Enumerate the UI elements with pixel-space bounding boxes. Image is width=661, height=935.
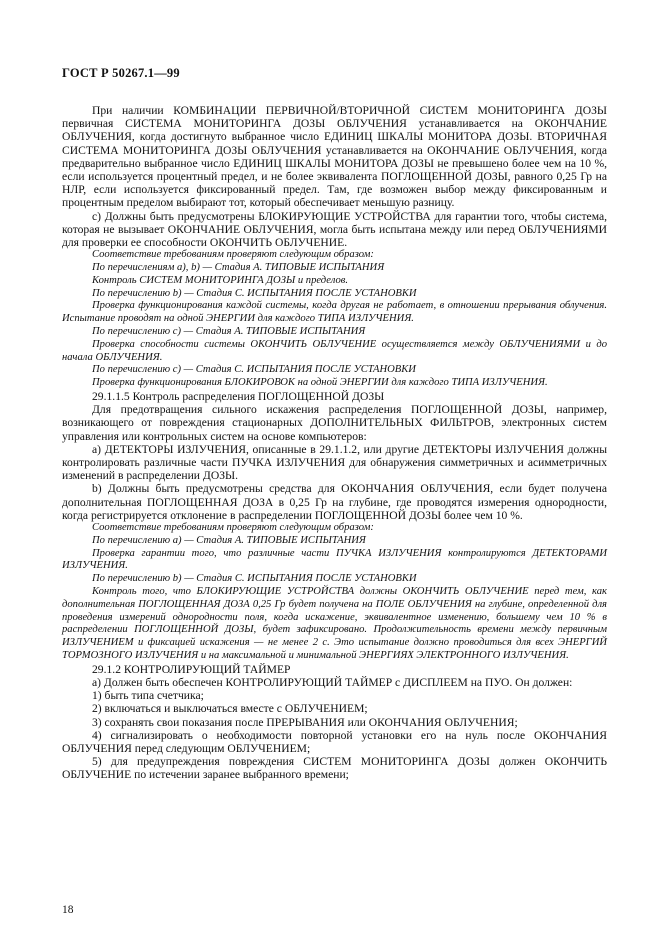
document-header: ГОСТ Р 50267.1—99 xyxy=(62,66,180,80)
paragraph: 4) сигнализировать о необходимости повторной установки его на нуль после ОКОНЧАНИЯ ОБЛУЧЕНИЯ перед следующим ОБЛУЧЕНИЕМ; xyxy=(62,728,607,756)
italic-paragraph: Проверка функционирования БЛОКИРОВОК на одной ЭНЕРГИИ для каждого ТИПА ИЗЛУЧЕНИЯ. xyxy=(92,377,548,389)
italic-paragraph: По перечислению с) — Стадия С. ИСПЫТАНИЯ ПОСЛЕ УСТАНОВКИ xyxy=(92,364,416,376)
paragraph: При наличии КОМБИНАЦИИ ПЕРВИЧНОЙ/ВТОРИЧНОЙ СИСТЕМ МОНИТОРИНГА ДОЗЫ первичная СИСТЕМА МОНИТОРИНГА ДОЗЫ ОБЛУЧЕНИЯ устанавливается на ОКОНЧАНИЕ ОБЛУЧЕНИЯ, когда достигнуто выбранное число ЕДИНИЦ ШКАЛЫ МОНИТОРА ДОЗЫ. ВТОРИЧНАЯ СИСТЕМА МОНИТОРИНГА ДОЗЫ ОБЛУЧЕНИЯ устанавливается на ОКОНЧАНИЕ ОБЛУЧЕНИЯ, когда предварительно выбранное число ЕДИНИЦ ШКАЛЫ МОНИТОРА ДОЗЫ не превышено более чем на 10 %, если используется процентный предел, и не более эквивалента ПОГЛОЩЕННОЙ ДОЗЫ, равного 0,25 Гр на НЛР, если используется фиксированный предел. Там, где возможен выбор между фиксированным и процентным пределом выбирают тот, который обеспечивает меньшую разницу. xyxy=(62,104,607,210)
paragraph: 5) для предупреждения повреждения СИСТЕМ МОНИТОРИНГА ДОЗЫ должен ОКОНЧИТЬ ОБЛУЧЕНИЕ по истечении заранее выбранного времени; xyxy=(62,755,607,782)
paragraph: 3) сохранять свои показания после ПРЕРЫВАНИЯ или ОКОНЧАНИЯ ОБЛУЧЕНИЯ; xyxy=(92,715,518,729)
italic-paragraph: По перечислению с) — Стадия А. ТИПОВЫЕ ИСПЫТАНИЯ xyxy=(92,326,366,338)
italic-paragraph: Контроль того, что БЛОКИРУЮЩИЕ УСТРОЙСТВА должны ОКОНЧИТЬ ОБЛУЧЕНИЕ перед тем, как дополнительная ПОГЛОЩЕННАЯ ДОЗА 0,25 Гр будет получена на ПОЛЕ ОБЛУЧЕНИЯ на глубине, определенной для проведения измерений однородности поля, когда искажение, эквивалентное изменению, большему чем 10 % в распределении ПОГЛОЩЕННОЙ ДОЗЫ, будет зафиксировано. Продолжительность времени между первичным ИЗЛУЧЕНИЕМ и фиксацией искажения — не менее 2 с. Это испытание должно проводиться для всех ЭНЕРГИЙ ТОРМОЗНОГО ИЗЛУЧЕНИЯ и на максимальной и минимальной ЭНЕРГИЯХ ЭЛЕКТРОННОГО ИЗЛУЧЕНИЯ. xyxy=(62,586,607,661)
italic-paragraph: Проверка функционирования каждой системы, когда другая не работает, в отношении прерывания облучения. Испытание проводят на одной ЭНЕРГИИ для каждого ТИПА ИЗЛУЧЕНИЯ. xyxy=(62,300,607,325)
paragraph: 29.1.1.5 Контроль распределения ПОГЛОЩЕННОЙ ДОЗЫ xyxy=(92,390,385,403)
paragraph: а) Должен быть обеспечен КОНТРОЛИРУЮЩИЙ ТАЙМЕР с ДИСПЛЕЕМ на ПУО. Он должен: xyxy=(92,676,573,689)
paragraph: 2) включаться и выключаться вместе с ОБЛУЧЕНИЕМ; xyxy=(92,702,368,716)
italic-paragraph: Проверка способности системы ОКОНЧИТЬ ОБЛУЧЕНИЕ осуществляется между ОБЛУЧЕНИЯМИ и до начала ОБЛУЧЕНИЯ. xyxy=(62,338,607,363)
paragraph: с) Должны быть предусмотрены БЛОКИРУЮЩИЕ УСТРОЙСТВА для гарантии того, чтобы система, которая не вызывает ОКОНЧАНИЕ ОБЛУЧЕНИЯ, могла быть испытана между или перед ОБЛУЧЕНИЯМИ для проверки ее способности ОКОНЧИТЬ ОБЛУЧЕНИЕ. xyxy=(62,209,607,250)
paragraph: а) ДЕТЕКТОРЫ ИЗЛУЧЕНИЯ, описанные в 29.1.1.2, или другие ДЕТЕКТОРЫ ИЗЛУЧЕНИЯ должны контролировать различные части ПУЧКА ИЗЛУЧЕНИЯ для обнаружения симметричных и асимметричных изменений в распределении ДОЗЫ. xyxy=(62,442,607,483)
italic-paragraph: Контроль СИСТЕМ МОНИТОРИНГА ДОЗЫ и пределов. xyxy=(92,274,349,286)
italic-paragraph: По перечислению а) — Стадия А. ТИПОВЫЕ ИСПЫТАНИЯ xyxy=(92,534,366,546)
paragraph: 1) быть типа счетчика; xyxy=(92,689,204,703)
italic-paragraph: По перечислению b) — Стадия С. ИСПЫТАНИЯ ПОСЛЕ УСТАНОВКИ xyxy=(92,573,417,585)
paragraph: Для предотвращения сильного искажения распределения ПОГЛОЩЕННОЙ ДОЗЫ, например, возникающего от повреждения стационарных ДОПОЛНИТЕЛЬНЫХ ФИЛЬТРОВ, электронных систем управления или контрольных систем на основе компьютеров: xyxy=(62,403,607,443)
italic-paragraph: Соответствие требованиям проверяют следующим образом: xyxy=(92,522,374,534)
page-number: 18 xyxy=(62,904,74,916)
italic-paragraph: Проверка гарантии того, что различные части ПУЧКА ИЗЛУЧЕНИЯ контролируются ДЕТЕКТОРАМИ ИЗЛУЧЕНИЯ. xyxy=(62,547,607,572)
document-body xyxy=(62,104,607,782)
italic-paragraph: По перечислению b) — Стадия С. ИСПЫТАНИЯ ПОСЛЕ УСТАНОВКИ xyxy=(92,287,417,299)
paragraph: 29.1.2 КОНТРОЛИРУЮЩИЙ ТАЙМЕР xyxy=(92,662,291,676)
paragraph: b) Должны быть предусмотрены средства для ОКОНЧАНИЯ ОБЛУЧЕНИЯ, если будет получена дополнительная ПОГЛОЩЕННАЯ ДОЗА в 0,25 Гр на глубине, где проводятся измерения однородности, когда регистрируется отклонение в распределении ПОГЛОЩЕННОЙ ДОЗЫ более чем 10 %. xyxy=(62,482,607,522)
italic-paragraph: Соответствие требованиям проверяют следующим образом: xyxy=(92,249,374,261)
italic-paragraph: По перечислениям а), b) — Стадия А. ТИПОВЫЕ ИСПЫТАНИЯ xyxy=(92,262,385,274)
